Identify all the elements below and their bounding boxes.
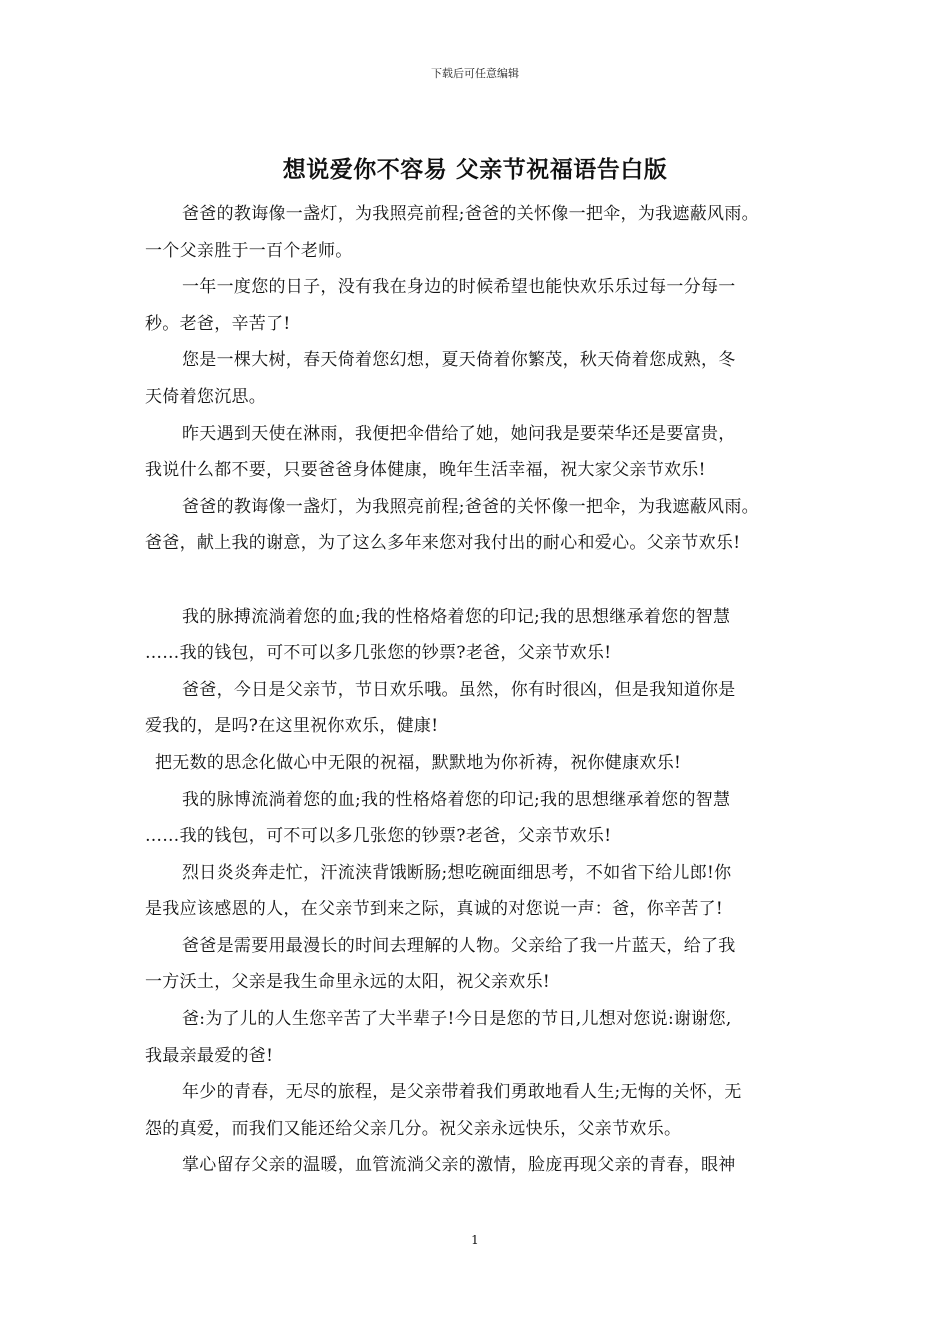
paragraph-12 [145, 1001, 825, 1074]
paragraph-line: 一方沃土，父亲是我生命里永远的太阳，祝父亲欢乐! [145, 972, 551, 993]
paragraph-10 [145, 855, 825, 928]
paragraph-line: 一个父亲胜于一百个老师。 [145, 240, 353, 261]
paragraph-3 [145, 342, 825, 415]
paragraph-6 [145, 599, 825, 672]
paragraph-line: 年少的青春，无尽的旅程，是父亲带着我们勇敢地看人生;无悔的关怀，无 [182, 1082, 742, 1103]
paragraph-line: 爸爸是需要用最漫长的时间去理解的人物。父亲给了我一片蓝天，给了我 [182, 935, 736, 956]
paragraph-line: 昨天遇到天使在淋雨，我便把伞借给了她，她问我是要荣华还是要富贵， [182, 423, 736, 444]
paragraph-line: 爸:为了儿的人生您辛苦了大半辈子!今日是您的节日,儿想对您说:谢谢您, [182, 1009, 732, 1030]
paragraph-line: 爸爸的教诲像一盏灯，为我照亮前程;爸爸的关怀像一把伞，为我遮蔽风雨。 [182, 204, 759, 224]
paragraph-line: 烈日炎炎奔走忙，汗流浃背饿断肠;想吃碗面细思考，不如省下给儿郎!你 [182, 862, 732, 883]
paragraph-line: 我的脉博流淌着您的血;我的性格烙着您的印记;我的思想继承着您的智慧 [182, 789, 731, 810]
paragraph-line: 我的脉搏流淌着您的血;我的性格烙着您的印记;我的思想继承着您的智慧 [182, 606, 731, 627]
paragraph-line: ……我的钱包，可不可以多几张您的钞票?老爸，父亲节欢乐! [145, 826, 612, 847]
paragraph-line: 怨的真爱，而我们又能还给父亲几分。祝父亲永远快乐，父亲节欢乐。 [145, 1118, 682, 1139]
paragraph-line: 掌心留存父亲的温暖，血管流淌父亲的激情，脸庞再现父亲的青春，眼神 [182, 1155, 736, 1176]
paragraph-line: 我说什么都不要，只要爸爸身体健康，晚年生活幸福，祝大家父亲节欢乐! [145, 460, 706, 481]
blank-line [145, 562, 825, 599]
paragraph-line: ……我的钱包，可不可以多几张您的钞票?老爸，父亲节欢乐! [145, 643, 612, 664]
paragraph-11 [145, 928, 825, 1001]
paragraph-14 [145, 1147, 825, 1184]
paragraph-1 [145, 196, 825, 269]
paragraph-line: 您是一棵大树，春天倚着您幻想，夏天倚着你繁茂，秋天倚着您成熟，冬 [182, 350, 736, 371]
paragraph-5 [145, 489, 825, 562]
paragraph-8 [145, 745, 825, 782]
paragraph-2 [145, 269, 825, 342]
paragraph-line: 是我应该感恩的人，在父亲节到来之际，真诚的对您说一声：爸，你辛苦了! [145, 899, 724, 920]
paragraph-line: 爸爸，今日是父亲节，节日欢乐哦。虽然，你有时很凶，但是我知道你是 [182, 679, 736, 700]
paragraph-line: 我最亲最爱的爸! [145, 1045, 274, 1066]
paragraph-9 [145, 782, 825, 855]
document-title: 想说爱你不容易 父亲节祝福语告白版 [282, 156, 668, 183]
paragraph-line: 爸爸的教诲像一盏灯，为我照亮前程;爸爸的关怀像一把伞，为我遮蔽风雨。 [182, 496, 759, 517]
paragraph-line: 爱我的，是吗?在这里祝你欢乐，健康! [145, 716, 439, 737]
paragraph-line: 一年一度您的日子，没有我在身边的时候希望也能快欢乐乐过每一分每一 [182, 277, 736, 298]
paragraph-line: 爸爸，献上我的谢意，为了这么多年来您对我付出的耐心和爱心。父亲节欢乐! [145, 533, 741, 554]
paragraph-line: 把无数的思念化做心中无限的祝福，默默地为你祈祷，祝你健康欢乐! [155, 752, 682, 773]
paragraph-4 [145, 416, 825, 489]
document-body [145, 196, 825, 1184]
page-number: 1 [471, 1233, 479, 1247]
page-header-note: 下载后可任意编辑 [431, 67, 519, 80]
paragraph-13 [145, 1074, 825, 1147]
paragraph-line: 天倚着您沉思。 [145, 386, 267, 407]
paragraph-line: 秒。老爸，辛苦了! [145, 313, 291, 334]
paragraph-7 [145, 672, 825, 745]
